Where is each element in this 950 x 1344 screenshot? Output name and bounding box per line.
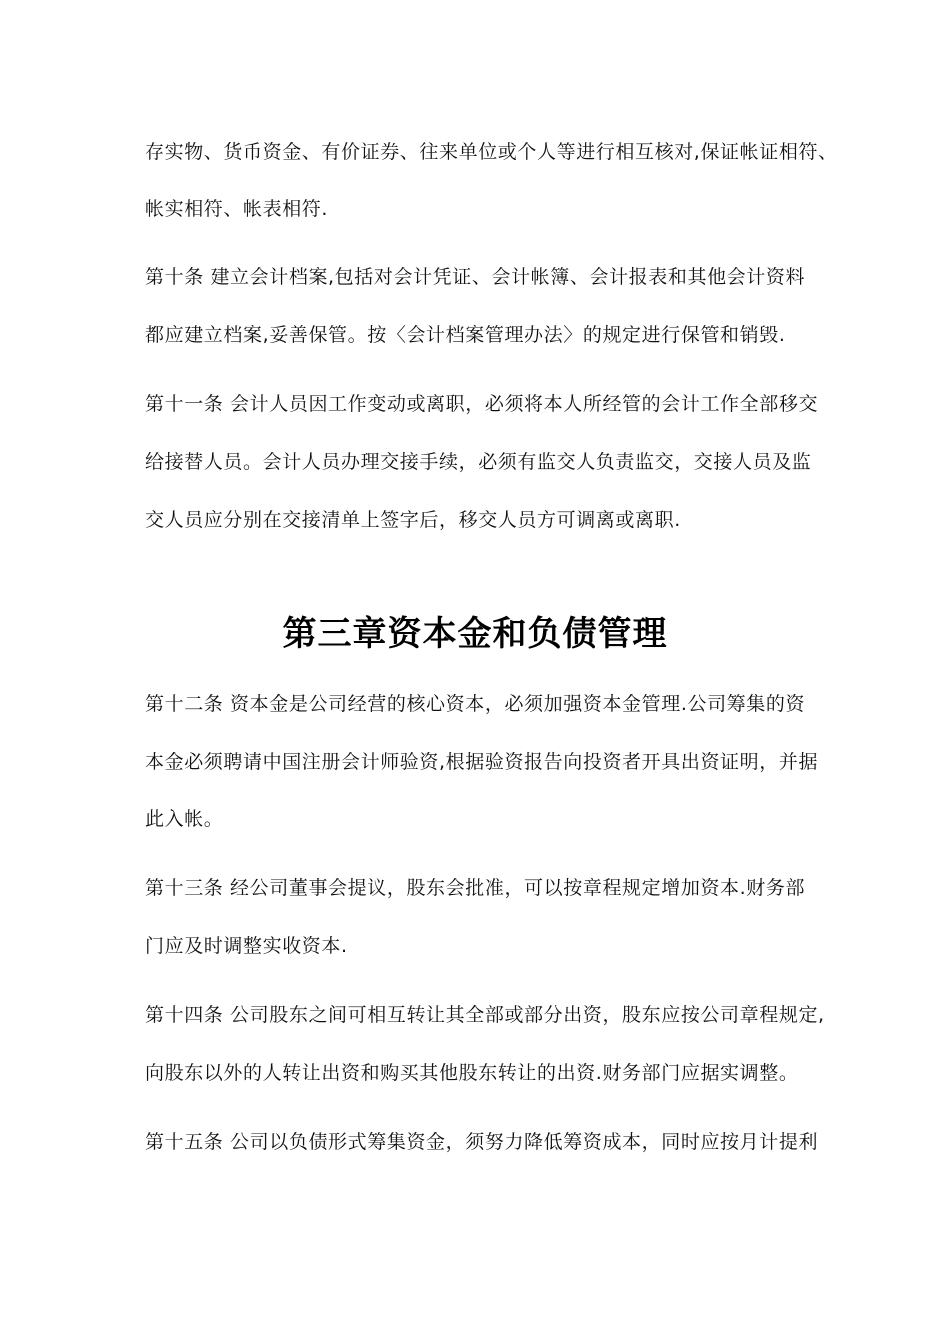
- text-line: 给接替人员。会计人员办理交接手续，必须有监交人负责监交，交接人员及监: [145, 451, 812, 473]
- text-line: 第十三条 经公司董事会提议，股东会批准，可以按章程规定增加资本.财务部: [145, 877, 806, 899]
- text-line: 第十四条 公司股东之间可相互转让其全部或部分出资，股东应按公司章程规定,: [145, 1004, 825, 1026]
- text-line: 交人员应分别在交接清单上签字后，移交人员方可调离或离职.: [145, 509, 681, 531]
- text-line: 第十一条 会计人员因工作变动或离职，必须将本人所经管的会计工作全部移交: [145, 393, 819, 415]
- chapter-heading: 第三章资本金和负债管理: [282, 614, 668, 654]
- text-line: 第十五条 公司以负债形式筹集资金，须努力降低筹资成本，同时应按月计提利: [145, 1131, 819, 1153]
- text-line: 帐实相符、帐表相符.: [145, 198, 329, 220]
- text-line: 第十条 建立会计档案,包括对会计凭证、会计帐簿、会计报表和其他会计资料: [145, 266, 806, 288]
- text-line: 第十二条 资本金是公司经营的核心资本，必须加强资本金管理.公司筹集的资: [145, 693, 806, 715]
- text-line: 本金必须聘请中国注册会计师验资,根据验资报告向投资者开具出资证明，并据: [145, 751, 819, 773]
- text-line: 向股东以外的人转让出资和购买其他股东转让的出资.财务部门应据实调整。: [145, 1062, 799, 1084]
- text-line: 存实物、货币资金、有价证券、往来单位或个人等进行相互核对,保证帐证相符、: [145, 141, 838, 163]
- text-line: 此入帐。: [145, 808, 224, 830]
- text-line: 都应建立档案,妥善保管。按〈会计档案管理办法〉的规定进行保管和销毁.: [145, 324, 786, 346]
- text-line: 门应及时调整实收资本.: [145, 935, 348, 957]
